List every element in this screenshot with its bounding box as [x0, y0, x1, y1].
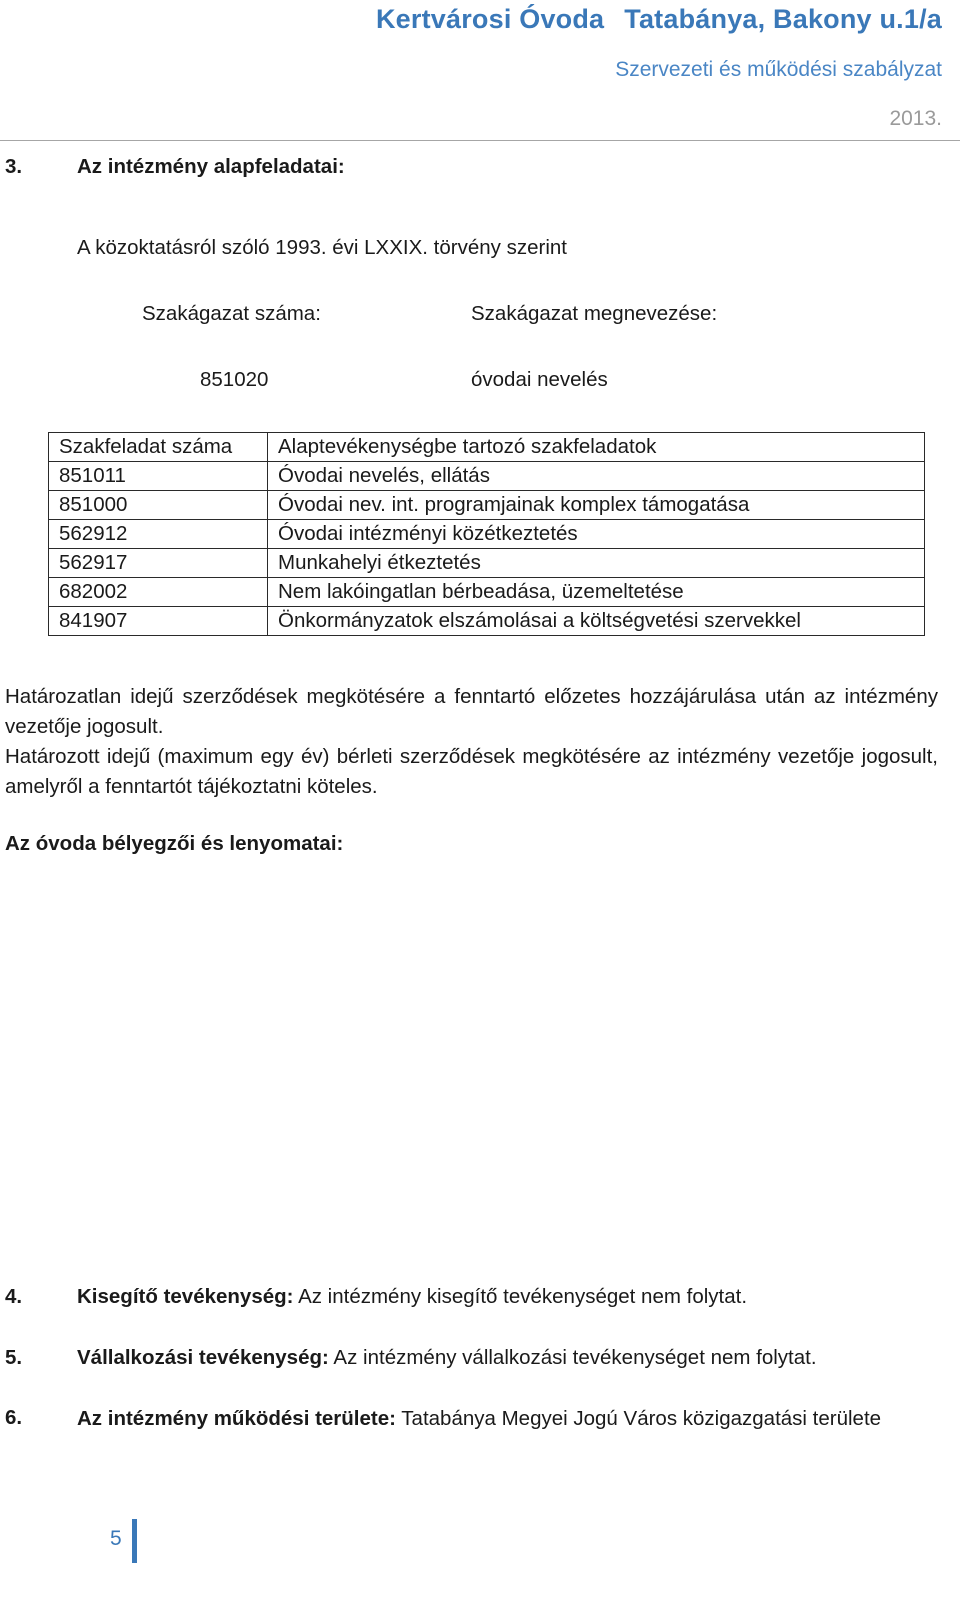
task-code-cell: 562912: [49, 520, 268, 549]
section-4-label: Kisegítő tevékenység:: [77, 1285, 294, 1308]
page-number: 5: [110, 1527, 122, 1550]
section-4-body: Az intézmény kisegítő tevékenységet nem folytat.: [298, 1285, 748, 1308]
section-4-text: [77, 1285, 747, 1309]
section-4-number: 4.: [5, 1285, 23, 1308]
section-6-text: [77, 1404, 938, 1434]
document-year: 2013.: [889, 107, 942, 130]
section-5-label: Vállalkozási tevékenység:: [77, 1346, 329, 1369]
section-3-number: 3.: [5, 155, 23, 178]
section-6-body: Tatabánya Megyei Jogú Város közigazgatási területe: [401, 1407, 882, 1430]
fixed-term-contracts-paragraph: Határozott idejű (maximum egy év) bérleti szerződések megkötésére az intézmény vezetője jogosult, amelyről a fenntartót tájékoztatni köteles.: [5, 745, 938, 798]
document-subtitle: Szervezeti és működési szabályzat: [615, 58, 942, 81]
task-code-cell: 851011: [49, 462, 268, 491]
table-row: [49, 607, 925, 636]
section-6-number: 6.: [5, 1406, 23, 1429]
task-code-cell: 851000: [49, 491, 268, 520]
document-title: [376, 4, 942, 35]
header-divider: [0, 140, 960, 141]
section-6-label: Az intézmény működési területe:: [77, 1407, 396, 1430]
table-header-cell: Szakfeladat száma: [49, 433, 268, 462]
task-name-cell: Óvodai nevelés, ellátás: [268, 462, 925, 491]
branch-name: óvodai nevelés: [471, 368, 608, 391]
section-5-text: [77, 1346, 817, 1370]
task-name-cell: Óvodai intézményi közétkeztetés: [268, 520, 925, 549]
branch-number: 851020: [200, 368, 269, 391]
table-header-row: [49, 433, 925, 462]
branch-number-label: Szakágazat száma:: [142, 302, 321, 325]
task-code-cell: 841907: [49, 607, 268, 636]
task-code-cell: 682002: [49, 578, 268, 607]
law-reference: A közoktatásról szóló 1993. évi LXXIX. törvény szerint: [77, 236, 567, 259]
section-5-body: Az intézmény vállalkozási tevékenységet nem folytat.: [333, 1346, 817, 1369]
institution-name: Kertvárosi Óvoda: [375, 4, 605, 34]
task-name-cell: Munkahelyi étkeztetés: [268, 549, 925, 578]
branch-name-label: Szakágazat megnevezése:: [471, 302, 718, 325]
table-row: [49, 491, 925, 520]
institution-address: Tatabánya, Bakony u.1/a: [624, 4, 942, 34]
task-code-cell: 562917: [49, 549, 268, 578]
table-row: [49, 520, 925, 549]
task-name-cell: Nem lakóingatlan bérbeadása, üzemeltetése: [268, 578, 925, 607]
indefinite-contracts-paragraph: Határozatlan idejű szerződések megkötésére a fenntartó előzetes hozzájárulása után az intézmény vezetője jogosult.: [5, 685, 938, 738]
page-number-bar: [132, 1519, 137, 1563]
table-row: [49, 578, 925, 607]
tasks-table: [48, 432, 925, 636]
task-name-cell: Óvodai nev. int. programjainak komplex támogatása: [268, 491, 925, 520]
table-row: [49, 549, 925, 578]
table-row: [49, 462, 925, 491]
table-header-cell: Alaptevékenységbe tartozó szakfeladatok: [268, 433, 925, 462]
section-5-number: 5.: [5, 1346, 23, 1369]
stamps-heading: Az óvoda bélyegzői és lenyomatai:: [5, 832, 344, 855]
section-3-heading: Az intézmény alapfeladatai:: [77, 155, 345, 178]
task-name-cell: Önkormányzatok elszámolásai a költségvetési szervekkel: [268, 607, 925, 636]
